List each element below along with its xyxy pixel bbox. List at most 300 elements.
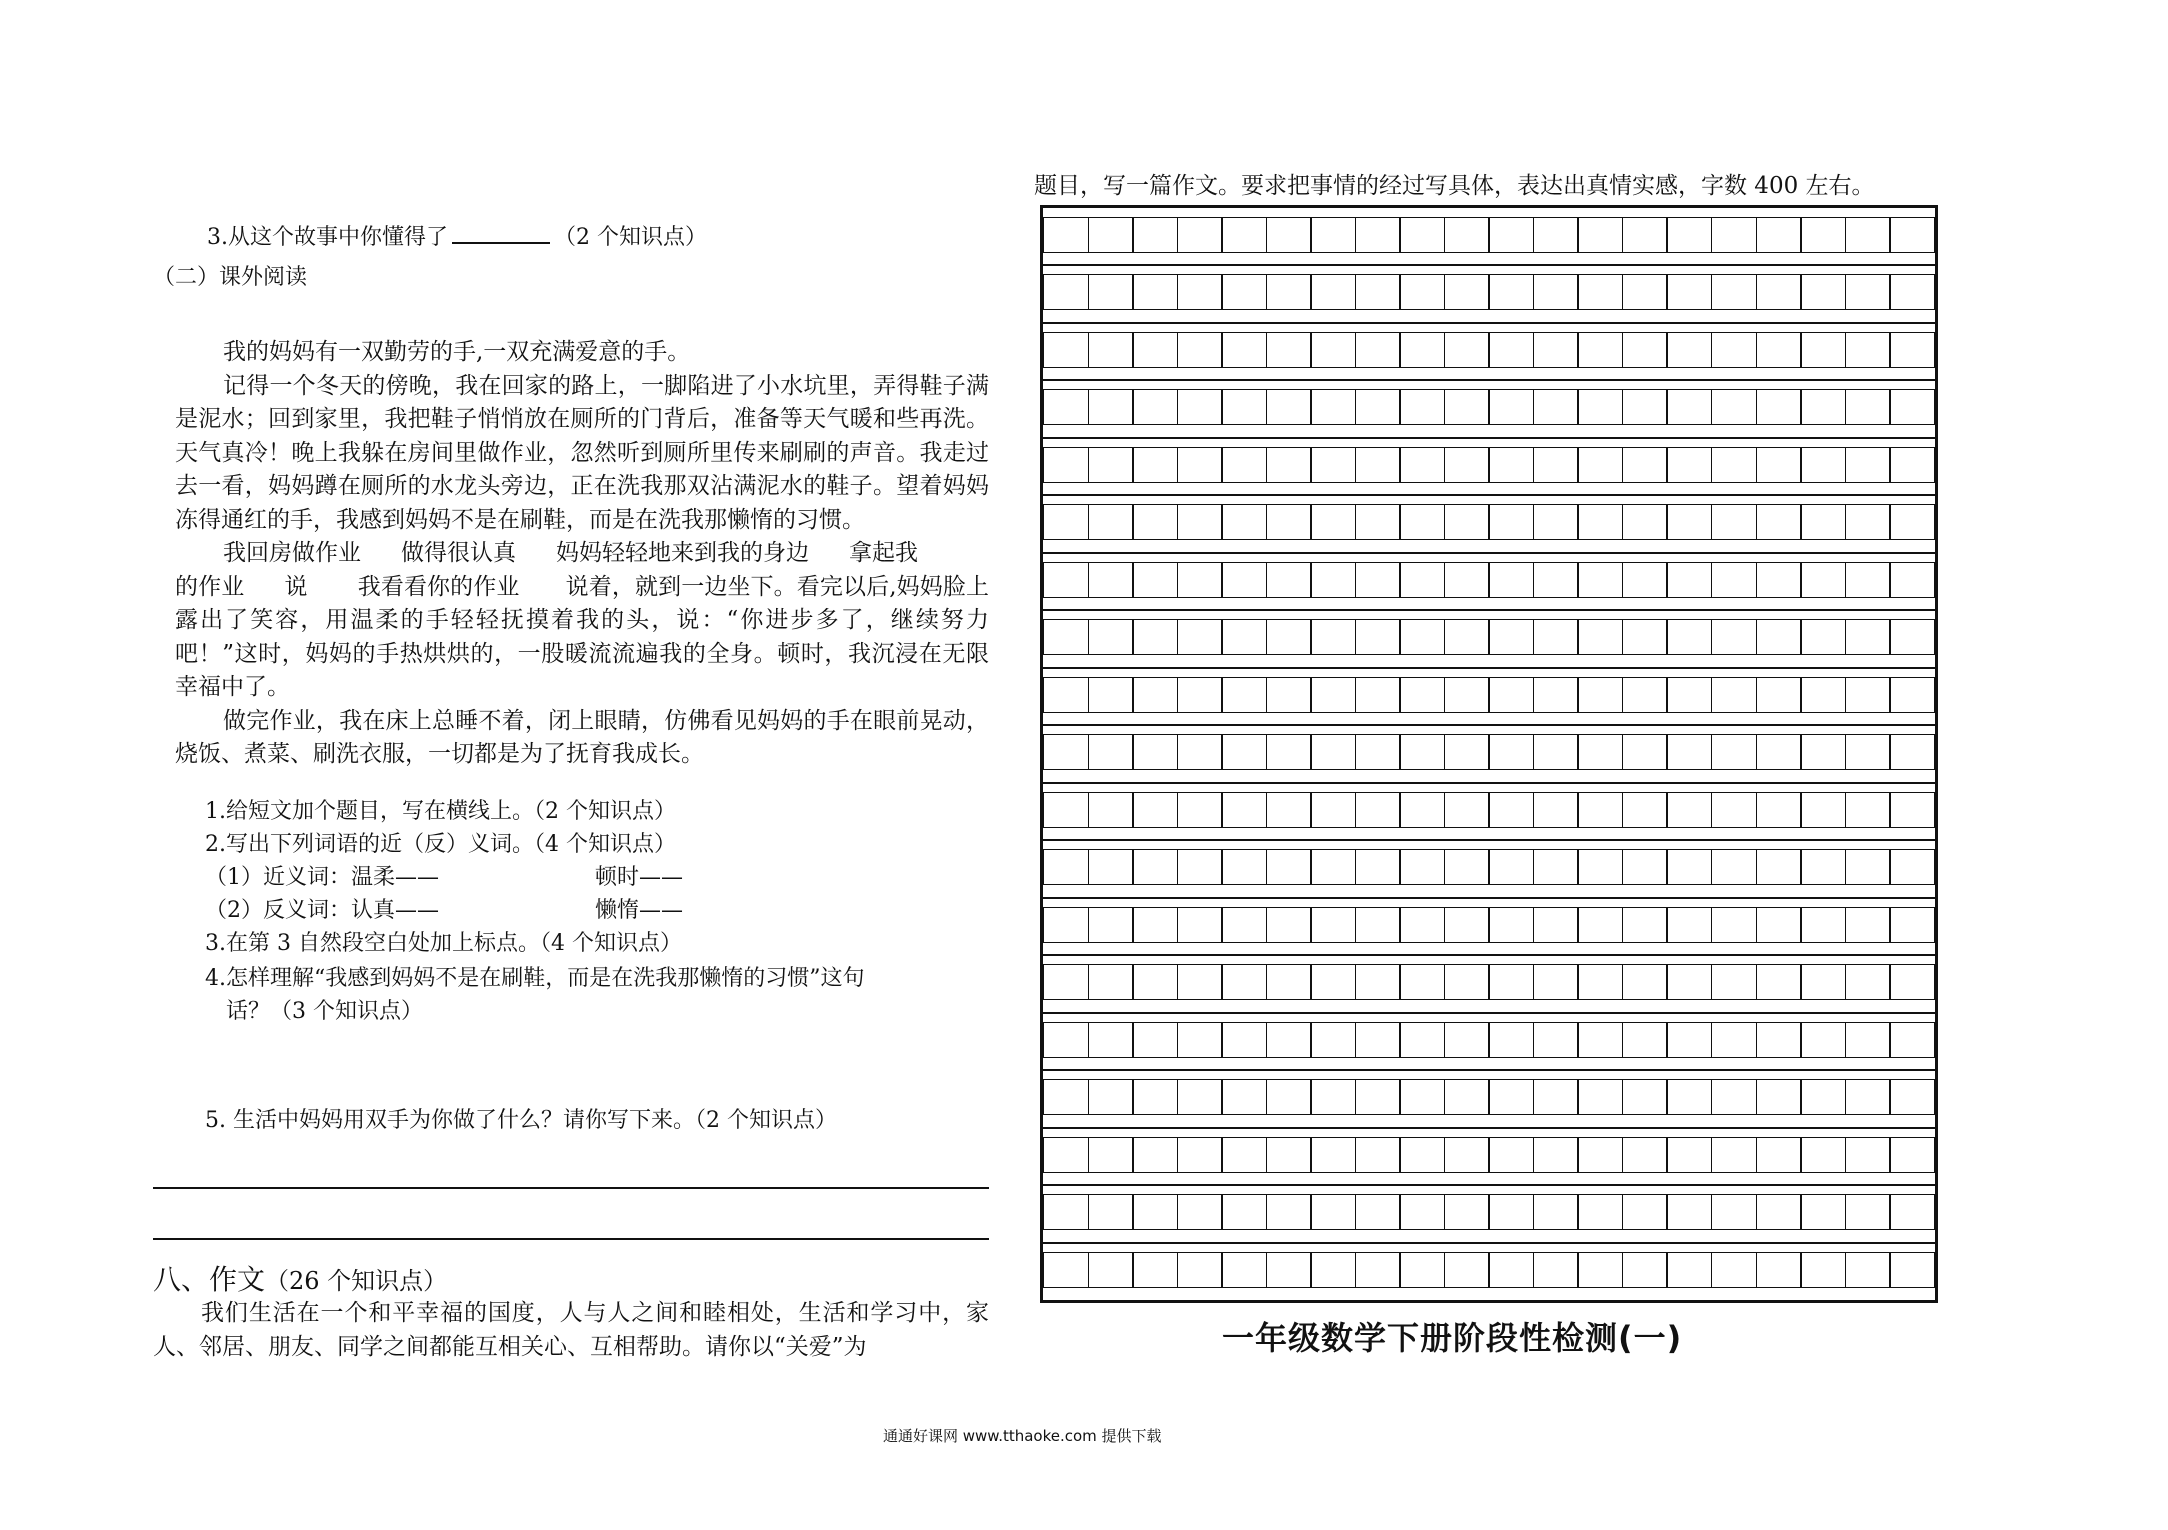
grid-cell[interactable] [1666,792,1712,828]
grid-cell[interactable] [1355,1137,1401,1173]
grid-cell[interactable] [1800,619,1846,655]
grid-cell[interactable] [1800,389,1846,425]
grid-cell[interactable] [1577,217,1623,253]
grid-cell[interactable] [1666,1194,1712,1230]
grid-cell[interactable] [1355,734,1401,770]
grid-cell[interactable] [1310,1022,1356,1058]
grid-cell[interactable] [1132,389,1178,425]
grid-cell[interactable] [1444,792,1490,828]
grid-cell[interactable] [1132,274,1178,310]
grid-cell[interactable] [1088,1194,1134,1230]
grid-cell[interactable] [1221,734,1267,770]
grid-cell[interactable] [1756,1137,1802,1173]
grid-cell[interactable] [1533,1137,1579,1173]
grid-cell[interactable] [1177,792,1223,828]
grid-cell[interactable] [1221,1194,1267,1230]
grid-cell[interactable] [1756,619,1802,655]
grid-cell[interactable] [1221,389,1267,425]
grid-cell[interactable] [1756,447,1802,483]
grid-cell[interactable] [1132,1194,1178,1230]
grid-cell[interactable] [1221,677,1267,713]
grid-cell[interactable] [1488,619,1534,655]
grid-cell[interactable] [1444,964,1490,1000]
grid-cell[interactable] [1533,274,1579,310]
grid-cell[interactable] [1043,964,1089,1000]
grid-cell[interactable] [1756,1194,1802,1230]
grid-cell[interactable] [1889,734,1935,770]
grid-cell[interactable] [1711,1252,1757,1288]
grid-cell[interactable] [1266,217,1312,253]
grid-cell[interactable] [1132,1079,1178,1115]
grid-cell[interactable] [1622,964,1668,1000]
grid-cell[interactable] [1266,504,1312,540]
grid-cell[interactable] [1666,217,1712,253]
grid-cell[interactable] [1221,792,1267,828]
grid-cell[interactable] [1533,677,1579,713]
grid-cell[interactable] [1177,849,1223,885]
grid-cell[interactable] [1399,849,1445,885]
grid-cell[interactable] [1355,504,1401,540]
grid-cell[interactable] [1088,332,1134,368]
grid-cell[interactable] [1444,1022,1490,1058]
grid-cell[interactable] [1310,964,1356,1000]
grid-cell[interactable] [1355,1079,1401,1115]
grid-cell[interactable] [1800,274,1846,310]
grid-cell[interactable] [1577,964,1623,1000]
grid-cell[interactable] [1889,274,1935,310]
grid-cell[interactable] [1488,1194,1534,1230]
grid-cell[interactable] [1444,677,1490,713]
grid-cell[interactable] [1132,734,1178,770]
grid-cell[interactable] [1221,217,1267,253]
grid-cell[interactable] [1444,734,1490,770]
grid-cell[interactable] [1889,332,1935,368]
grid-cell[interactable] [1177,389,1223,425]
grid-cell[interactable] [1756,964,1802,1000]
grid-cell[interactable] [1889,1252,1935,1288]
grid-cell[interactable] [1177,619,1223,655]
grid-cell[interactable] [1177,447,1223,483]
grid-cell[interactable] [1845,677,1891,713]
grid-cell[interactable] [1889,964,1935,1000]
grid-cell[interactable] [1177,217,1223,253]
grid-cell[interactable] [1577,1194,1623,1230]
grid-cell[interactable] [1889,677,1935,713]
grid-cell[interactable] [1756,504,1802,540]
grid-cell[interactable] [1310,217,1356,253]
grid-cell[interactable] [1088,1022,1134,1058]
grid-cell[interactable] [1043,792,1089,828]
grid-cell[interactable] [1577,1252,1623,1288]
grid-cell[interactable] [1310,849,1356,885]
grid-cell[interactable] [1488,504,1534,540]
grid-cell[interactable] [1177,1252,1223,1288]
grid-cell[interactable] [1622,217,1668,253]
grid-cell[interactable] [1355,964,1401,1000]
composition-writing-grid[interactable] [1040,205,1938,1303]
grid-cell[interactable] [1132,907,1178,943]
grid-cell[interactable] [1132,447,1178,483]
grid-cell[interactable] [1711,447,1757,483]
grid-cell[interactable] [1088,964,1134,1000]
grid-cell[interactable] [1711,734,1757,770]
grid-cell[interactable] [1666,734,1712,770]
grid-cell[interactable] [1800,447,1846,483]
grid-cell[interactable] [1399,504,1445,540]
grid-cell[interactable] [1043,1137,1089,1173]
grid-cell[interactable] [1221,964,1267,1000]
grid-cell[interactable] [1756,907,1802,943]
grid-cell[interactable] [1622,332,1668,368]
grid-cell[interactable] [1800,1137,1846,1173]
grid-cell[interactable] [1889,792,1935,828]
grid-cell[interactable] [1666,677,1712,713]
grid-cell[interactable] [1444,562,1490,598]
grid-cell[interactable] [1399,734,1445,770]
grid-cell[interactable] [1132,964,1178,1000]
grid-cell[interactable] [1666,1137,1712,1173]
grid-cell[interactable] [1355,274,1401,310]
grid-cell[interactable] [1889,1079,1935,1115]
grid-cell[interactable] [1444,447,1490,483]
grid-cell[interactable] [1310,734,1356,770]
grid-cell[interactable] [1266,964,1312,1000]
grid-cell[interactable] [1488,907,1534,943]
grid-cell[interactable] [1666,504,1712,540]
grid-cell[interactable] [1666,907,1712,943]
grid-cell[interactable] [1221,619,1267,655]
grid-cell[interactable] [1266,907,1312,943]
grid-cell[interactable] [1088,849,1134,885]
grid-cell[interactable] [1533,217,1579,253]
grid-cell[interactable] [1043,619,1089,655]
grid-cell[interactable] [1399,1079,1445,1115]
grid-cell[interactable] [1845,619,1891,655]
grid-cell[interactable] [1399,1137,1445,1173]
grid-cell[interactable] [1533,1252,1579,1288]
grid-cell[interactable] [1845,1079,1891,1115]
grid-cell[interactable] [1221,274,1267,310]
grid-cell[interactable] [1177,964,1223,1000]
grid-cell[interactable] [1845,1194,1891,1230]
grid-cell[interactable] [1577,907,1623,943]
grid-cell[interactable] [1310,677,1356,713]
grid-cell[interactable] [1355,332,1401,368]
grid-cell[interactable] [1711,562,1757,598]
grid-cell[interactable] [1845,1137,1891,1173]
grid-cell[interactable] [1088,1252,1134,1288]
grid-cell[interactable] [1043,734,1089,770]
grid-cell[interactable] [1266,1194,1312,1230]
grid-cell[interactable] [1756,1022,1802,1058]
grid-cell[interactable] [1355,389,1401,425]
grid-cell[interactable] [1488,1022,1534,1058]
grid-cell[interactable] [1310,504,1356,540]
grid-cell[interactable] [1399,1252,1445,1288]
grid-cell[interactable] [1355,217,1401,253]
grid-cell[interactable] [1043,1252,1089,1288]
grid-cell[interactable] [1800,1194,1846,1230]
grid-cell[interactable] [1310,907,1356,943]
grid-cell[interactable] [1533,849,1579,885]
grid-cell[interactable] [1221,907,1267,943]
grid-cell[interactable] [1577,619,1623,655]
grid-cell[interactable] [1177,907,1223,943]
grid-cell[interactable] [1043,849,1089,885]
grid-cell[interactable] [1488,447,1534,483]
grid-cell[interactable] [1533,389,1579,425]
grid-cell[interactable] [1577,447,1623,483]
grid-cell[interactable] [1310,1194,1356,1230]
grid-cell[interactable] [1488,1137,1534,1173]
grid-cell[interactable] [1043,1022,1089,1058]
grid-cell[interactable] [1088,447,1134,483]
grid-cell[interactable] [1889,619,1935,655]
grid-cell[interactable] [1577,1079,1623,1115]
grid-cell[interactable] [1488,562,1534,598]
grid-cell[interactable] [1622,849,1668,885]
grid-cell[interactable] [1711,792,1757,828]
grid-cell[interactable] [1756,389,1802,425]
grid-cell[interactable] [1533,562,1579,598]
grid-cell[interactable] [1221,1252,1267,1288]
answer-line-1[interactable] [153,1187,989,1189]
grid-cell[interactable] [1889,217,1935,253]
grid-cell[interactable] [1622,677,1668,713]
grid-cell[interactable] [1622,562,1668,598]
grid-cell[interactable] [1177,734,1223,770]
grid-cell[interactable] [1132,849,1178,885]
grid-cell[interactable] [1132,562,1178,598]
grid-cell[interactable] [1310,619,1356,655]
grid-cell[interactable] [1577,1137,1623,1173]
grid-cell[interactable] [1622,1194,1668,1230]
grid-cell[interactable] [1399,332,1445,368]
grid-cell[interactable] [1845,274,1891,310]
grid-cell[interactable] [1889,907,1935,943]
grid-cell[interactable] [1845,504,1891,540]
grid-cell[interactable] [1399,792,1445,828]
grid-cell[interactable] [1043,274,1089,310]
grid-cell[interactable] [1355,1022,1401,1058]
grid-cell[interactable] [1088,504,1134,540]
grid-cell[interactable] [1533,1194,1579,1230]
grid-cell[interactable] [1711,274,1757,310]
grid-cell[interactable] [1845,389,1891,425]
grid-cell[interactable] [1177,1022,1223,1058]
grid-cell[interactable] [1577,562,1623,598]
grid-cell[interactable] [1221,332,1267,368]
grid-cell[interactable] [1444,332,1490,368]
grid-cell[interactable] [1711,849,1757,885]
grid-cell[interactable] [1889,504,1935,540]
grid-cell[interactable] [1266,1252,1312,1288]
grid-cell[interactable] [1177,677,1223,713]
grid-cell[interactable] [1800,332,1846,368]
grid-cell[interactable] [1622,907,1668,943]
grid-cell[interactable] [1666,447,1712,483]
grid-cell[interactable] [1310,562,1356,598]
grid-cell[interactable] [1177,504,1223,540]
grid-cell[interactable] [1800,1252,1846,1288]
grid-cell[interactable] [1043,217,1089,253]
grid-cell[interactable] [1266,389,1312,425]
grid-cell[interactable] [1488,217,1534,253]
grid-cell[interactable] [1088,562,1134,598]
grid-cell[interactable] [1577,734,1623,770]
grid-cell[interactable] [1399,562,1445,598]
grid-cell[interactable] [1444,1137,1490,1173]
grid-cell[interactable] [1355,619,1401,655]
grid-cell[interactable] [1355,1252,1401,1288]
grid-cell[interactable] [1756,792,1802,828]
grid-cell[interactable] [1266,734,1312,770]
grid-cell[interactable] [1488,849,1534,885]
grid-cell[interactable] [1310,389,1356,425]
grid-cell[interactable] [1577,504,1623,540]
grid-cell[interactable] [1043,504,1089,540]
grid-cell[interactable] [1399,447,1445,483]
grid-cell[interactable] [1177,1194,1223,1230]
grid-cell[interactable] [1622,1137,1668,1173]
grid-cell[interactable] [1889,849,1935,885]
grid-cell[interactable] [1266,1137,1312,1173]
grid-cell[interactable] [1310,332,1356,368]
grid-cell[interactable] [1132,1252,1178,1288]
grid-cell[interactable] [1666,964,1712,1000]
grid-cell[interactable] [1088,619,1134,655]
grid-cell[interactable] [1533,619,1579,655]
grid-cell[interactable] [1444,1252,1490,1288]
grid-cell[interactable] [1622,1252,1668,1288]
grid-cell[interactable] [1488,274,1534,310]
grid-cell[interactable] [1444,1079,1490,1115]
grid-cell[interactable] [1355,562,1401,598]
grid-cell[interactable] [1177,562,1223,598]
grid-cell[interactable] [1177,274,1223,310]
grid-cell[interactable] [1800,792,1846,828]
grid-cell[interactable] [1088,1137,1134,1173]
grid-cell[interactable] [1845,562,1891,598]
grid-cell[interactable] [1266,274,1312,310]
grid-cell[interactable] [1711,332,1757,368]
grid-cell[interactable] [1132,504,1178,540]
grid-cell[interactable] [1711,677,1757,713]
grid-cell[interactable] [1577,849,1623,885]
grid-cell[interactable] [1266,1022,1312,1058]
grid-cell[interactable] [1800,964,1846,1000]
grid-cell[interactable] [1266,332,1312,368]
grid-cell[interactable] [1221,504,1267,540]
grid-cell[interactable] [1132,1137,1178,1173]
grid-cell[interactable] [1533,734,1579,770]
grid-cell[interactable] [1845,1252,1891,1288]
grid-cell[interactable] [1800,677,1846,713]
grid-cell[interactable] [1132,332,1178,368]
grid-cell[interactable] [1444,274,1490,310]
grid-cell[interactable] [1845,734,1891,770]
grid-cell[interactable] [1310,274,1356,310]
grid-cell[interactable] [1221,1079,1267,1115]
grid-cell[interactable] [1577,332,1623,368]
grid-cell[interactable] [1622,734,1668,770]
grid-cell[interactable] [1622,1079,1668,1115]
grid-cell[interactable] [1399,1022,1445,1058]
grid-cell[interactable] [1845,217,1891,253]
grid-cell[interactable] [1221,1137,1267,1173]
grid-cell[interactable] [1845,849,1891,885]
grid-cell[interactable] [1845,447,1891,483]
grid-cell[interactable] [1533,1079,1579,1115]
grid-cell[interactable] [1889,1022,1935,1058]
grid-cell[interactable] [1800,504,1846,540]
grid-cell[interactable] [1088,389,1134,425]
grid-cell[interactable] [1756,332,1802,368]
grid-cell[interactable] [1800,734,1846,770]
grid-cell[interactable] [1666,1022,1712,1058]
grid-cell[interactable] [1355,1194,1401,1230]
grid-cell[interactable] [1488,677,1534,713]
grid-cell[interactable] [1577,274,1623,310]
grid-cell[interactable] [1666,619,1712,655]
grid-cell[interactable] [1266,562,1312,598]
grid-cell[interactable] [1533,504,1579,540]
grid-cell[interactable] [1711,217,1757,253]
grid-cell[interactable] [1043,447,1089,483]
grid-cell[interactable] [1533,907,1579,943]
grid-cell[interactable] [1756,1079,1802,1115]
grid-cell[interactable] [1088,907,1134,943]
grid-cell[interactable] [1355,907,1401,943]
grid-cell[interactable] [1622,619,1668,655]
grid-cell[interactable] [1577,677,1623,713]
grid-cell[interactable] [1889,447,1935,483]
grid-cell[interactable] [1488,792,1534,828]
grid-cell[interactable] [1043,1194,1089,1230]
grid-cell[interactable] [1756,1252,1802,1288]
grid-cell[interactable] [1889,562,1935,598]
grid-cell[interactable] [1355,447,1401,483]
grid-cell[interactable] [1666,1079,1712,1115]
grid-cell[interactable] [1043,562,1089,598]
grid-cell[interactable] [1444,504,1490,540]
grid-cell[interactable] [1266,792,1312,828]
grid-cell[interactable] [1488,964,1534,1000]
grid-cell[interactable] [1800,849,1846,885]
grid-cell[interactable] [1444,217,1490,253]
grid-cell[interactable] [1756,274,1802,310]
grid-cell[interactable] [1444,849,1490,885]
grid-cell[interactable] [1711,1194,1757,1230]
grid-cell[interactable] [1355,792,1401,828]
grid-cell[interactable] [1622,1022,1668,1058]
grid-cell[interactable] [1132,792,1178,828]
grid-cell[interactable] [1488,1252,1534,1288]
grid-cell[interactable] [1711,964,1757,1000]
grid-cell[interactable] [1266,619,1312,655]
grid-cell[interactable] [1533,447,1579,483]
grid-cell[interactable] [1132,1022,1178,1058]
grid-cell[interactable] [1800,907,1846,943]
grid-cell[interactable] [1711,1137,1757,1173]
grid-cell[interactable] [1845,1022,1891,1058]
grid-cell[interactable] [1043,332,1089,368]
grid-cell[interactable] [1132,619,1178,655]
grid-cell[interactable] [1444,907,1490,943]
grid-cell[interactable] [1577,389,1623,425]
grid-cell[interactable] [1756,677,1802,713]
grid-cell[interactable] [1399,907,1445,943]
